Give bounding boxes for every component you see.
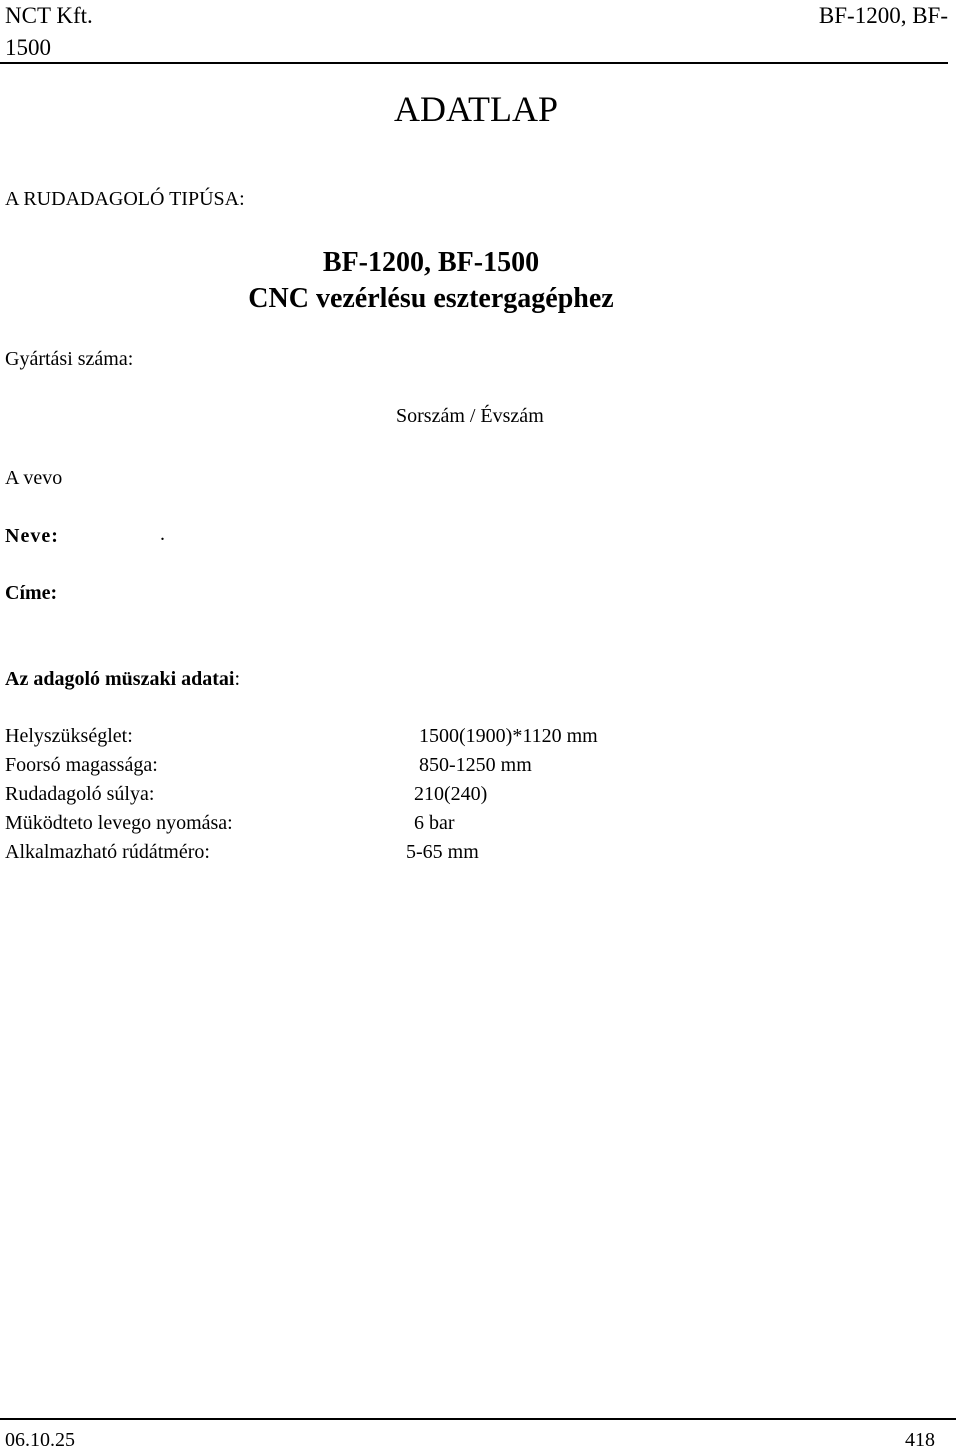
spec-value: 850-1250 mm [419,754,532,776]
spec-value: 210(240) [414,783,488,805]
spec-name: Helyszükséglet: [5,725,133,747]
type-label: A RUDADAGOLÓ TIPÚSA: [5,188,245,210]
spec-row [0,839,948,868]
spec-value: 6 bar [414,812,455,834]
footer-divider [0,1418,956,1420]
spec-row [0,781,948,810]
serial-number-label: Gyártási száma: [5,348,134,370]
spec-name: Rudadagoló súlya: [5,783,155,805]
spec-name: Müködteto levego nyomása: [5,812,233,834]
spec-name: Foorsó magassága: [5,754,158,776]
model-description: CNC vezérlésu esztergagéphez [248,283,614,314]
specs-heading [5,666,240,692]
header-company-name: NCT Kft. [5,3,93,28]
spec-row [0,723,948,752]
spec-value: 5-65 mm [406,841,479,863]
model-name: BF-1200, BF-1500 [322,247,540,278]
header-company [5,0,93,64]
spec-name: Alkalmazható rúdátméro: [5,841,210,863]
specs-heading-colon: : [234,668,241,690]
buyer-label: A vevo [5,467,63,489]
page-title: ADATLAP [393,89,558,129]
spec-value: 1500(1900)*1120 mm [419,725,598,747]
header-divider [0,62,948,64]
spec-row [0,752,948,781]
header-company-line2: 1500 [5,35,51,60]
buyer-name-value: . [160,523,165,545]
specs-heading-text: Az adagoló müszaki adatai [5,668,235,690]
buyer-address-label: Címe: [5,582,58,604]
serial-number-sublabel: Sorszám / Évszám [396,405,544,427]
spec-row [0,810,948,839]
footer-page-number: 418 [905,1429,935,1451]
header-model-ref: BF-1200, BF- [818,3,948,28]
buyer-name-label: Neve: [5,525,59,547]
footer-date: 06.10.25 [5,1429,75,1451]
